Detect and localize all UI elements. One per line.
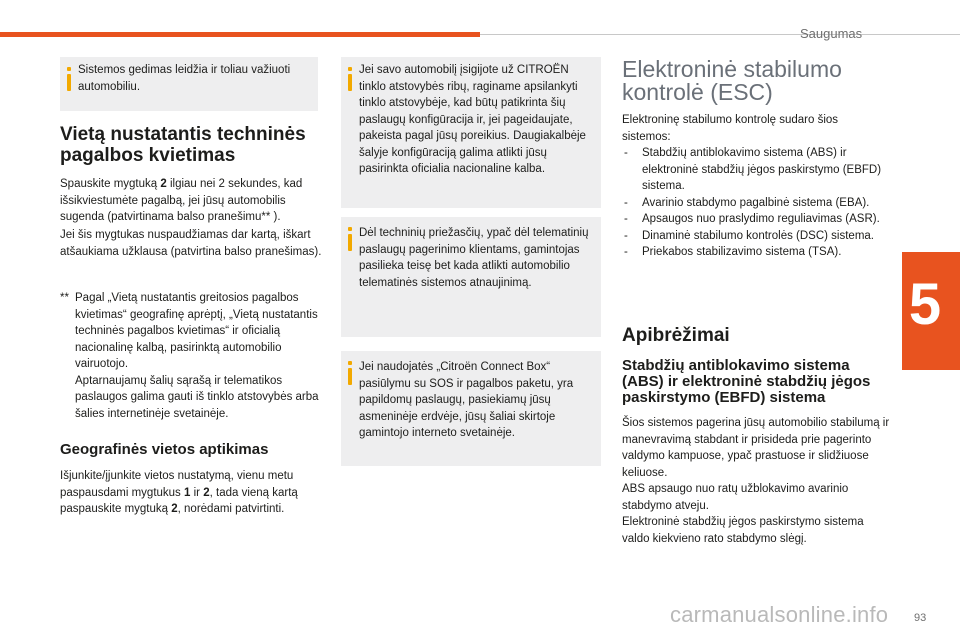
note-text: Dėl techninių priežasčių, ypač dėl telematinių paslaugų pagerinimo klientams, gamintojas pasilieka teisę bet kada atlikti automobilio telematinės sistemos atnaujinimą. [359,227,589,289]
info-note-telematics-update [341,217,601,337]
info-icon [348,361,352,385]
section-title: Saugumas [800,26,863,41]
heading-esc: Elektroninė stabilumo kontrolė (ESC) [622,56,842,105]
list-item: - Avarinio stabdymo pagalbinė sistema (EBA). [624,196,870,209]
paragraph-abs-ebfd: Šios sistemos pagerina jūsų automobilio stabilumą ir manevravimą stabdant ir prisideda prie pagerinto valdymo kampuose, ypač prastuose ir slidžiuose keliuose. ABS apsaugo nuo ratų užblokavimo avarinio stabdymo atveju. Elektroninė stabdžių jėgos paskirstymo sistema valdo kiekvieno rato stabdymo slėgį. [622,417,890,545]
paragraph-esc-intro: Elektroninę stabilumo kontrolę sudaro šios sistemos: [622,114,839,143]
heading-geolocation: Geografinės vietos aptikimas [60,441,269,458]
list-item: - Dinaminė stabilumo kontrolės (DSC) sistema. [624,229,874,242]
info-note-system-failure [60,57,318,111]
watermark: carmanualsonline.info [670,602,889,627]
heading-definitions: Apibrėžimai [622,325,730,346]
info-icon [348,227,352,251]
list-item: - Apsaugos nuo praslydimo reguliavimas (ASR). [624,213,880,225]
esc-systems-list [622,145,884,261]
info-note-dealer-config [341,57,601,208]
info-icon [67,67,71,91]
paragraph-press-button: Spauskite mygtuką 2 ilgiau nei 2 sekundes, kad išsikviestumėte pagalbą, jei jūsų automobilis sugenda (patvirtinama balso pranešimu** ). [60,178,303,223]
list-item: - Priekabos stabilizavimo sistema (TSA). [624,246,842,258]
footnote-text: Pagal „Vietą nustatantis greitosios pagalbos kvietimas“ geografinę aprėptį, „Vietą nustatantis techninės pagalbos kvietimas“ ir oficialią nacionalinę kalbą, pasirinktą automobilio vairuotojo. Aptarnaujamų šalių sąrašą ir telematikos paslaugos galima gauti iš tinklo atstovybės arba šalies internetinėje svetainėje. [75,292,319,420]
info-note-connect-box [341,351,601,466]
page-number: 93 [914,612,927,624]
chapter-number: 5 [908,272,942,337]
footnote-marker: ** [60,292,69,304]
header-rule [480,34,960,35]
header-accent-bar [0,32,480,37]
list-item: - Stabdžių antiblokavimo sistema (ABS) ir elektroninė stabdžių jėgos paskirstymo (EBFD) sistema. [624,147,882,192]
paragraph-geolocation: Išjunkite/įjunkite vietos nustatymą, vienu metu paspausdami mygtukus 1 ir 2, tada vieną kartą paspauskite mygtuką 2, norėdami patvirtinti. [60,470,298,515]
heading-assistance-call: Vietą nustatantis techninės pagalbos kvietimas [60,124,306,166]
note-text: Sistemos gedimas leidžia ir toliau važiuoti automobiliu. [78,64,291,93]
note-text: Jei naudojatės „Citroën Connect Box“ pasiūlymu su SOS ir pagalbos paketu, yra papildomų paslaugų, pasiekiamų jūsų asmeninėje erdvėje, jūsų šaliai skirtoje gamintojo interneto svetainėje. [359,361,574,439]
paragraph-cancel: Jei šis mygtukas nuspaudžiamas dar kartą, iškart atšaukiama užklausa (patvirtina balso pranešimas). [60,229,322,258]
note-text: Jei savo automobilį įsigijote už CITROËN tinklo atstovybės ribų, raginame apsilankyti tinklo atstovybėje, kad būtų patikrinta šių paslaugų konfigūracija ir, jei pageidaujate, pakeista pagal jūsų poreikius. Daugiakalbėje šalyje konfigūraciją galima atlikti jūsų pasirinkta oficialia nacionaline kalba. [359,64,586,175]
heading-abs-ebfd: Stabdžių antiblokavimo sistema (ABS) ir elektroninė stabdžių jėgos paskirstymo (EBFD) sistema [622,357,871,406]
info-icon [348,67,352,91]
